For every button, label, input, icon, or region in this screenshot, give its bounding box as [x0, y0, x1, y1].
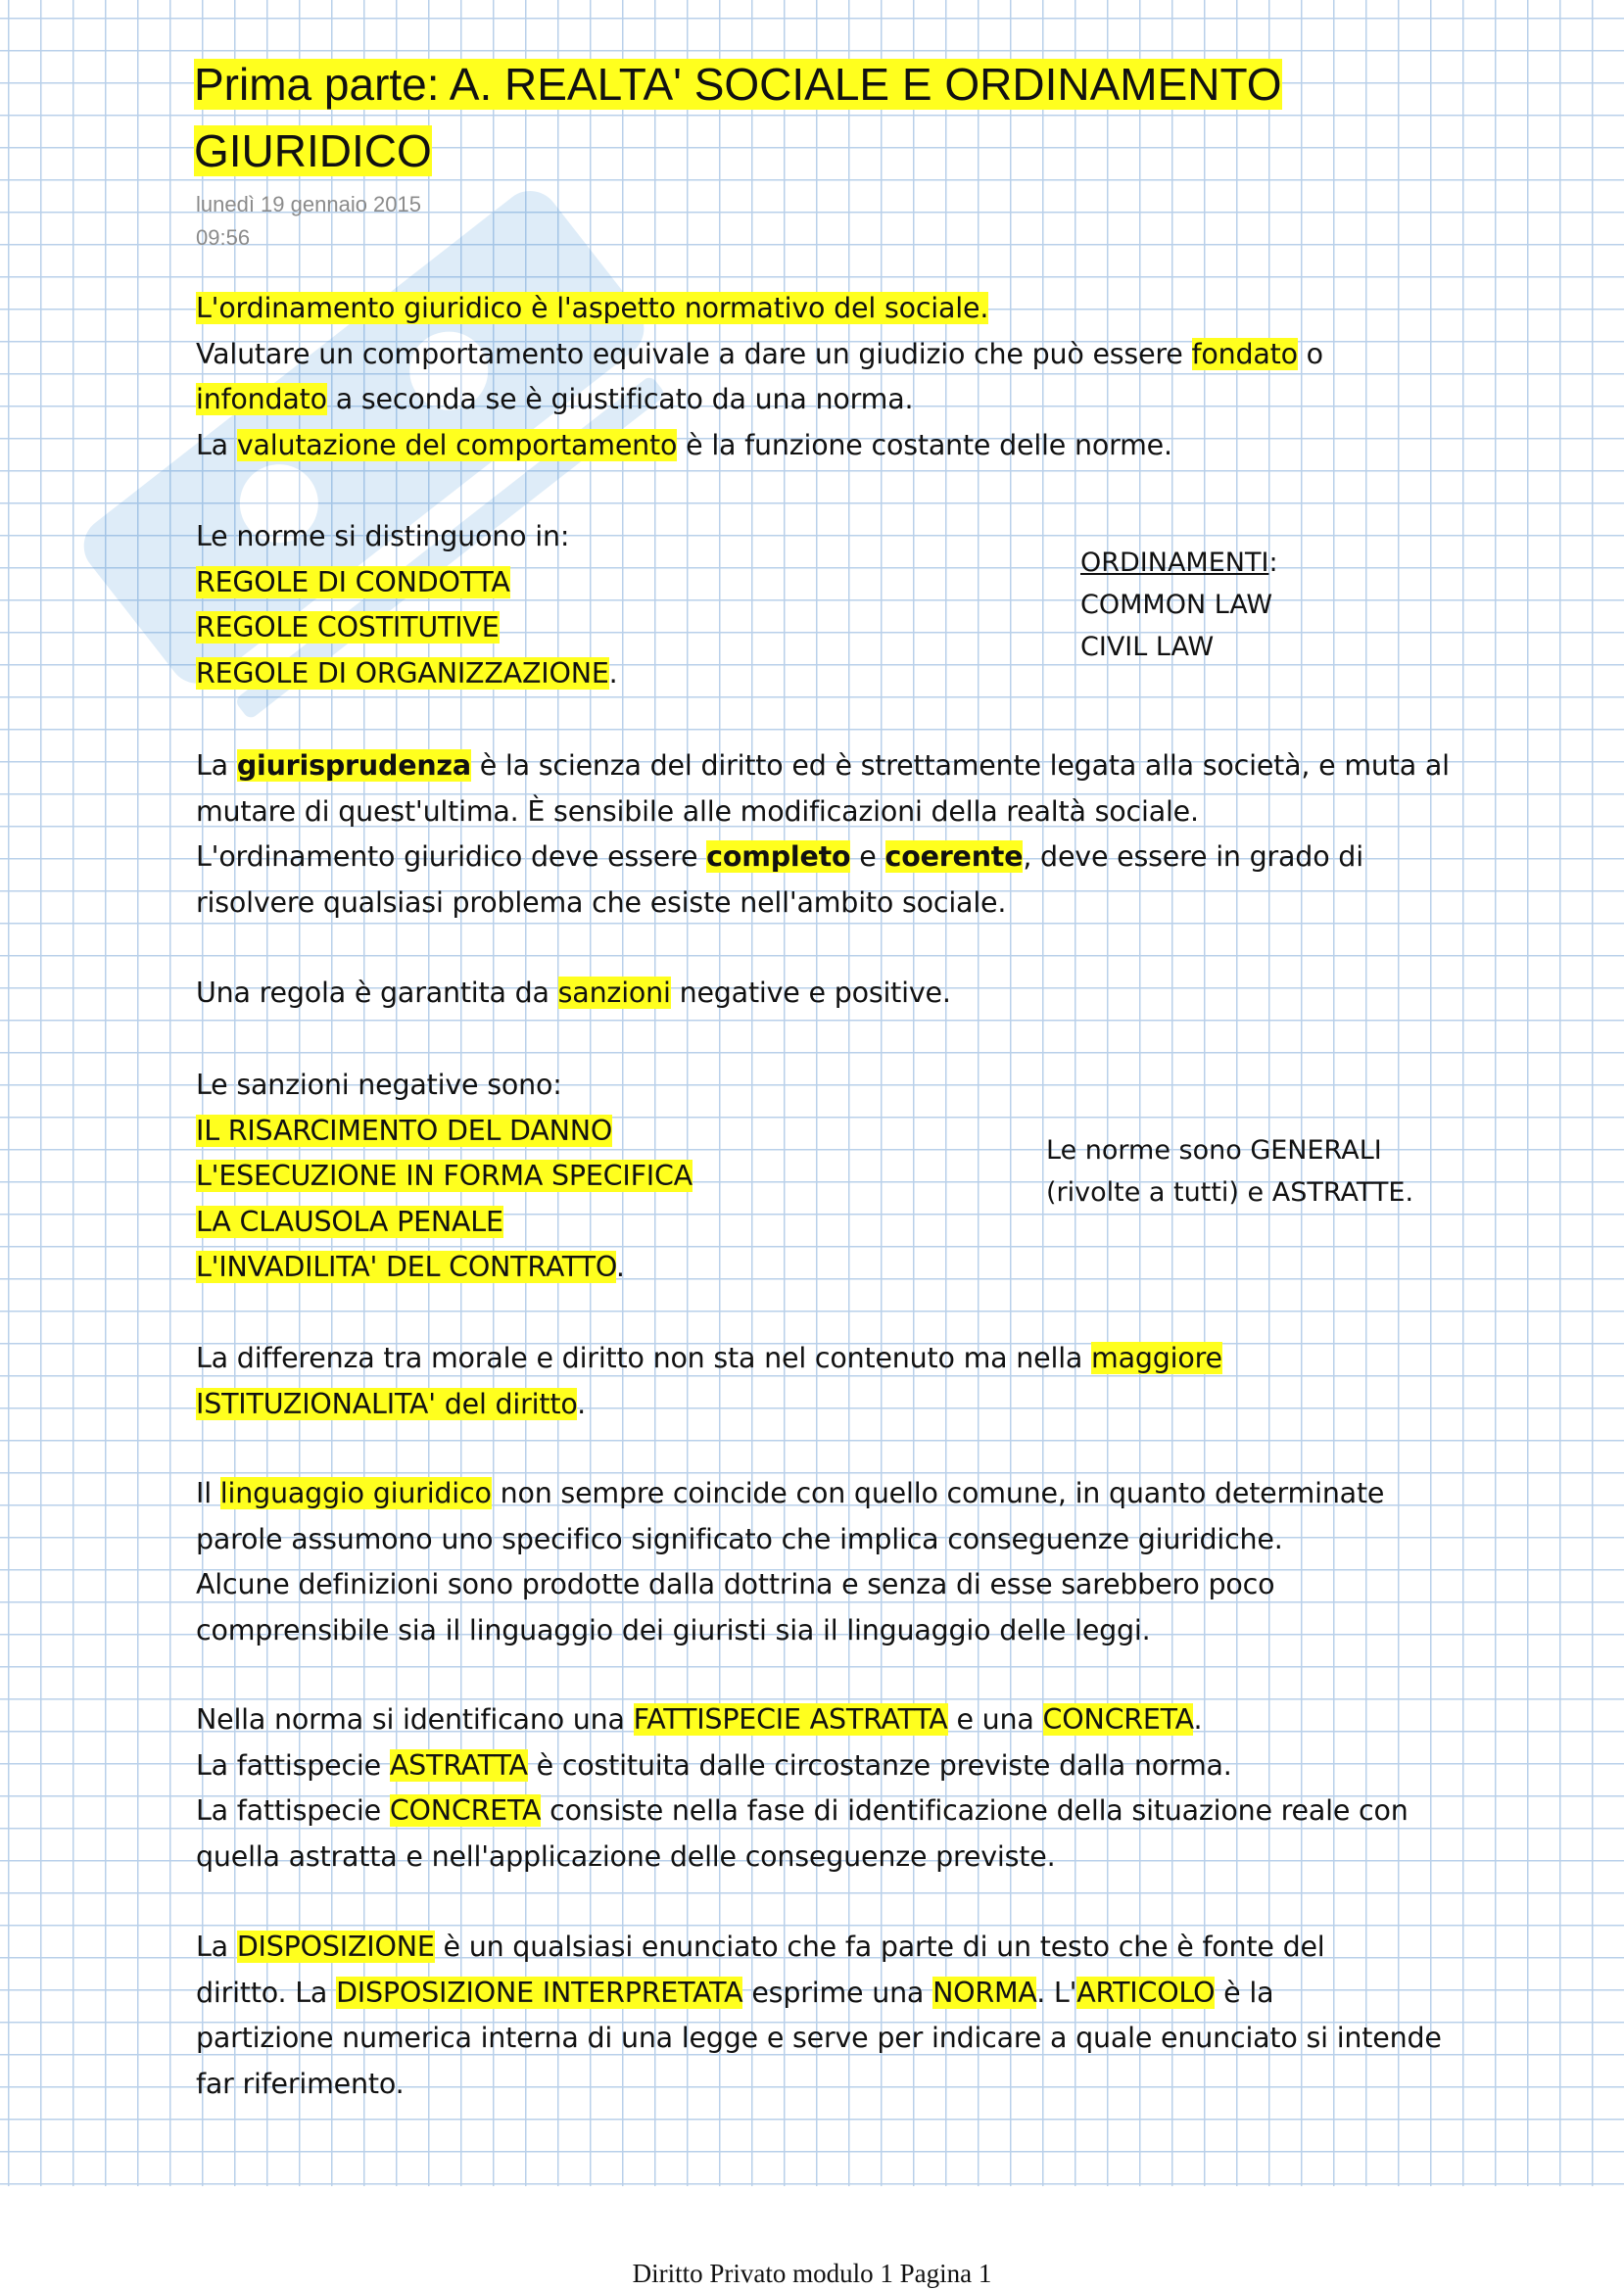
- highlight: CONCRETA: [1042, 1703, 1194, 1736]
- norme-list-block: [196, 514, 618, 696]
- highlight: DISPOSIZIONE INTERPRETATA: [336, 1976, 743, 2009]
- page-footer: Diritto Privato modulo 1 Pagina 1: [632, 2259, 992, 2288]
- text-span: ORDINAMENTI: [1080, 548, 1269, 578]
- norme-generali-note: [1046, 1129, 1413, 1214]
- paragraph-giurisprudenza: [196, 743, 1450, 926]
- text-span: è la: [1215, 1976, 1274, 2009]
- highlight: REGOLE COSTITUTIVE: [196, 611, 500, 644]
- highlight: L'ESECUZIONE IN FORMA SPECIFICA: [196, 1160, 693, 1193]
- highlight: maggiore: [1091, 1342, 1222, 1374]
- text-span: Nella norma si identificano una: [196, 1703, 634, 1736]
- text-span: diritto. La: [196, 1976, 337, 2009]
- sanzioni-item: [196, 1109, 693, 1155]
- text-span: La differenza tra morale e diritto non sta nel contenuto ma nella: [196, 1342, 1092, 1374]
- paragraph-linguaggio: [196, 1471, 1384, 1653]
- highlight: L'ordinamento giuridico è l'aspetto normativo del sociale.: [196, 292, 989, 324]
- ordinamenti-box: [1080, 542, 1278, 668]
- highlight: valutazione del comportamento: [236, 428, 678, 461]
- text-line: Alcune definizioni sono prodotte dalla dottrina e senza di esse sarebbero poco: [196, 1568, 1275, 1601]
- text-span: esprime una: [742, 1976, 933, 2009]
- highlight: DISPOSIZIONE: [236, 1931, 435, 1963]
- text-span: Il: [196, 1477, 220, 1509]
- text-span: negative e positive.: [670, 977, 951, 1009]
- text-span: .: [577, 1387, 586, 1420]
- text-span: L'ordinamento giuridico deve essere: [196, 840, 707, 874]
- text-line: quella astratta e nell'applicazione delle conseguenze previste.: [196, 1839, 1056, 1873]
- highlight: coerente: [884, 840, 1024, 874]
- text-line: [196, 1971, 1442, 2017]
- text-span: .: [1193, 1703, 1203, 1736]
- paragraph-ordinamento: [196, 286, 1323, 468]
- text-span: è costituita dalle circostanze previste dalla norma.: [527, 1748, 1232, 1782]
- ordinamenti-item: CIVIL LAW: [1080, 632, 1215, 662]
- highlight: completo: [706, 840, 851, 874]
- highlight: ISTITUZIONALITA' del diritto: [196, 1387, 578, 1420]
- paragraph-morale-diritto: [196, 1336, 1222, 1427]
- text-line: [196, 835, 1450, 881]
- highlight: infondato: [196, 383, 327, 416]
- highlight: sanzioni: [557, 977, 671, 1009]
- sanzioni-item: [196, 1154, 693, 1200]
- text-span: :: [1268, 548, 1278, 578]
- highlight: fondato: [1191, 337, 1298, 370]
- ordinamenti-heading: [1080, 542, 1278, 584]
- page-time: 09:56: [196, 225, 251, 250]
- text-span: La: [196, 428, 237, 461]
- norme-item: [196, 651, 618, 697]
- paragraph-disposizione: [196, 1925, 1442, 2107]
- text-line: [196, 1471, 1384, 1517]
- text-line: [196, 1743, 1409, 1789]
- title-line-2: GIURIDICO: [194, 125, 432, 176]
- text-span: è un qualsiasi enunciato che fa parte di un testo che è fonte del: [434, 1931, 1325, 1963]
- text-line: [196, 332, 1323, 378]
- highlight: ASTRATTA: [389, 1748, 528, 1782]
- text-span: non sempre coincide con quello comune, in quanto determinate: [491, 1477, 1385, 1509]
- text-line: [196, 423, 1323, 469]
- text-line: [196, 743, 1450, 789]
- sanzioni-list-block: [196, 1063, 693, 1291]
- text-line: [196, 1382, 1222, 1428]
- text-span: La: [196, 749, 237, 782]
- text-line: partizione numerica interna di una legge e serve per indicare a quale enunciato si intende: [196, 2022, 1442, 2055]
- highlight: LA CLAUSOLA PENALE: [196, 1205, 503, 1238]
- text-line: [196, 1697, 1409, 1743]
- text-span: . L': [1036, 1976, 1077, 2009]
- text-span: o: [1297, 337, 1323, 370]
- highlight: IL RISARCIMENTO DEL DANNO: [196, 1114, 613, 1147]
- text-span: La fattispecie: [196, 1748, 390, 1782]
- text-span: è la scienza del diritto ed è strettamente legata alla società, e muta al: [470, 749, 1450, 782]
- text-line: far riferimento.: [196, 2067, 405, 2100]
- text-span: , deve essere in grado di: [1023, 840, 1363, 874]
- text-line: [196, 286, 1323, 332]
- highlight: FATTISPECIE ASTRATTA: [633, 1703, 948, 1736]
- text-span: a seconda se è giustificato da una norma.: [326, 383, 914, 416]
- page-date: lunedì 19 gennaio 2015: [196, 192, 421, 216]
- text-span: La fattispecie: [196, 1794, 390, 1828]
- paragraph-regola: [196, 971, 951, 1017]
- sanzioni-item: [196, 1200, 693, 1246]
- highlight: ARTICOLO: [1076, 1976, 1216, 2009]
- text-span: consiste nella fase di identificazione della situazione reale con: [541, 1794, 1409, 1828]
- norme-item: [196, 605, 618, 651]
- text-span: Valutare un comportamento equivale a dare un giudizio che può essere: [196, 337, 1192, 370]
- text-span: e una: [947, 1703, 1043, 1736]
- text-span: e: [850, 840, 885, 874]
- text-line: parole assumono uno specifico significato che implica conseguenze giuridiche.: [196, 1522, 1283, 1555]
- paragraph-fattispecie: [196, 1697, 1409, 1880]
- norme-item: [196, 560, 618, 606]
- text-span: .: [608, 656, 618, 690]
- text-span: .: [615, 1251, 625, 1284]
- text-span: La: [196, 1931, 237, 1963]
- highlight: REGOLE DI ORGANIZZAZIONE: [196, 656, 609, 690]
- text-line: [196, 1336, 1222, 1382]
- text-line: [196, 1789, 1409, 1835]
- text-line: [196, 971, 951, 1017]
- highlight: linguaggio giuridico: [219, 1477, 492, 1509]
- highlight: REGOLE DI CONDOTTA: [196, 565, 510, 598]
- highlight: CONCRETA: [389, 1794, 542, 1828]
- page-metadata: [196, 188, 421, 255]
- page-title: [194, 51, 1282, 184]
- text-line: [196, 1925, 1442, 1971]
- ordinamenti-item: COMMON LAW: [1080, 590, 1273, 620]
- text-line: [196, 377, 1323, 423]
- text-span: è la funzione costante delle norme.: [677, 428, 1172, 461]
- text-line: Le norme sono GENERALI: [1046, 1135, 1382, 1166]
- sanzioni-intro: Le sanzioni negative sono:: [196, 1069, 562, 1101]
- title-line-1: Prima parte: A. REALTA' SOCIALE E ORDINAMENTO: [194, 59, 1282, 110]
- highlight: NORMA: [932, 1976, 1037, 2009]
- text-line: comprensibile sia il linguaggio dei giuristi sia il linguaggio delle leggi.: [196, 1613, 1151, 1646]
- text-span: Una regola è garantita da: [196, 977, 558, 1009]
- norme-intro: Le norme si distinguono in:: [196, 520, 570, 552]
- highlight: L'INVADILITA' DEL CONTRATTO: [196, 1251, 616, 1284]
- text-line: risolvere qualsiasi problema che esiste nell'ambito sociale.: [196, 885, 1007, 919]
- highlight: giurisprudenza: [236, 749, 471, 782]
- text-line: (rivolte a tutti) e ASTRATTE.: [1046, 1177, 1414, 1208]
- sanzioni-item: [196, 1245, 693, 1291]
- text-line: mutare di quest'ultima. È sensibile alle modificazioni della realtà sociale.: [196, 794, 1199, 828]
